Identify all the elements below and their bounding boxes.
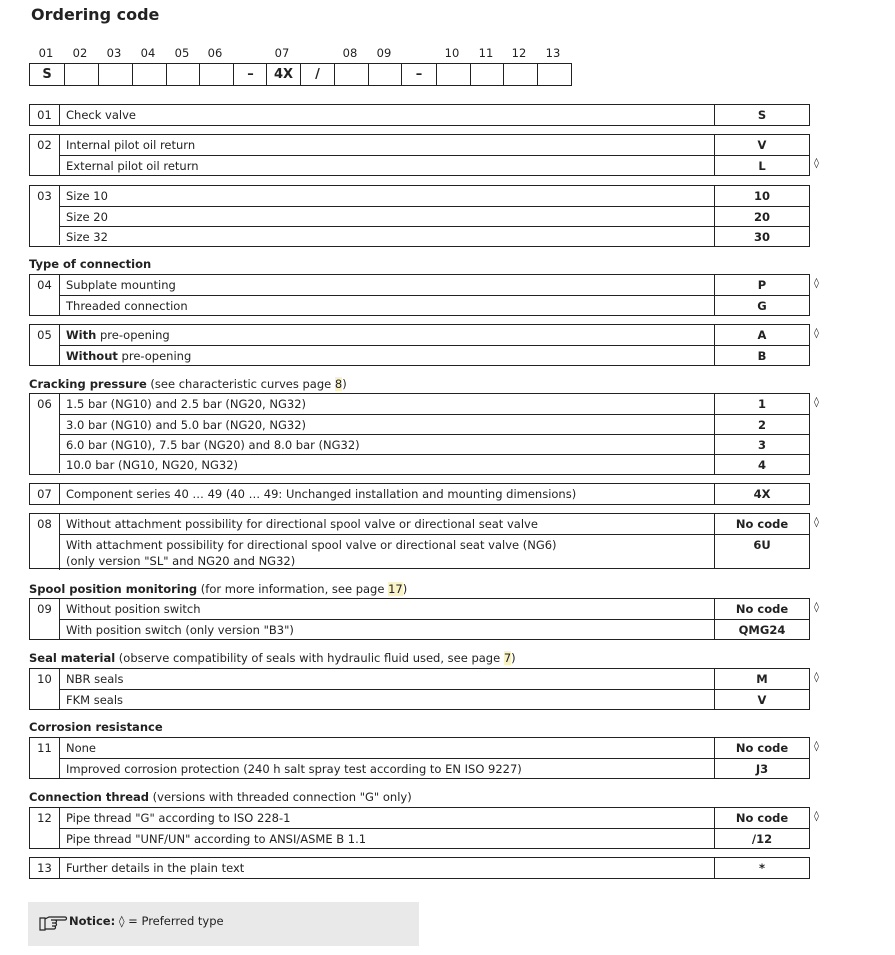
option-code: V (715, 689, 809, 709)
preferred-marker: ◊ (814, 397, 819, 408)
option-description: Size 20 (60, 206, 715, 226)
section-heading: Seal material (observe compatibility of seals with hydraulic fluid used, see page 7) (29, 651, 516, 665)
group-02 (29, 134, 810, 176)
code-position: 06 (207, 46, 223, 60)
option-description: Improved corrosion protection (240 h salt spray test according to EN ISO 9227) (60, 758, 715, 778)
option-code: G (715, 295, 809, 315)
code-position: 03 (106, 46, 122, 60)
group-12 (29, 807, 810, 849)
option-description: None (60, 738, 715, 758)
code-position: 12 (511, 46, 527, 60)
code-box-03 (98, 64, 132, 85)
code-box-06 (199, 64, 233, 85)
page-link[interactable]: 7 (503, 651, 512, 665)
code-box-08 (334, 64, 368, 85)
option-code: 3 (715, 434, 809, 454)
section-heading: Cracking pressure (see characteristic curves page 8) (29, 377, 347, 391)
option-code: No code (735, 602, 789, 616)
ordering-code-boxes (29, 63, 572, 86)
option-code: No code (735, 741, 789, 755)
option-code: J3 (715, 758, 809, 778)
preferred-marker: ◊ (814, 672, 819, 683)
option-description: Internal pilot oil return (60, 135, 715, 155)
option-code: No code (735, 811, 789, 825)
code-position: 10 (444, 46, 460, 60)
preferred-marker: ◊ (814, 328, 819, 339)
group-04 (29, 274, 810, 316)
group-09 (29, 598, 810, 640)
code-position: 11 (478, 46, 494, 60)
option-code: S (757, 108, 767, 122)
option-description: Subplate mounting (60, 275, 715, 295)
option-description: FKM seals (60, 689, 715, 709)
code-box-13 (537, 64, 571, 85)
code-box-11 (470, 64, 504, 85)
code-position: 08 (342, 46, 358, 60)
option-description: With pre-opening (60, 325, 715, 345)
option-description: 1.5 bar (NG10) and 2.5 bar (NG20, NG32) (60, 394, 715, 414)
option-code: L (715, 155, 809, 175)
option-description: With position switch (only version "B3") (60, 619, 715, 639)
code-box-07: 4X (266, 64, 300, 85)
page-link[interactable]: 8 (334, 377, 343, 391)
code-box-12 (503, 64, 537, 85)
position-number: 08 (30, 514, 60, 570)
code-position: 07 (274, 46, 290, 60)
code-position: 13 (545, 46, 561, 60)
option-description: Without position switch (60, 599, 715, 619)
position-number: 03 (30, 186, 60, 245)
option-code: P (757, 278, 767, 292)
code-box-01: S (42, 67, 52, 82)
position-number: 06 (30, 394, 60, 473)
option-description: NBR seals (60, 669, 715, 689)
option-description: 10.0 bar (NG10, NG20, NG32) (60, 454, 715, 474)
group-07 (29, 483, 810, 505)
group-06 (29, 393, 810, 475)
code-position: 01 (38, 46, 54, 60)
code-position: 04 (140, 46, 156, 60)
preferred-marker: ◊ (814, 517, 819, 528)
code-box-10 (436, 64, 470, 85)
page-title: Ordering code (31, 5, 160, 24)
group-13 (29, 857, 810, 879)
position-number: 12 (30, 808, 60, 848)
option-description: Pipe thread "G" according to ISO 228-1 (60, 808, 715, 828)
option-description: Component series 40 … 49 (40 … 49: Unchanged installation and mounting dimensions) (60, 484, 715, 504)
code-position: 02 (72, 46, 88, 60)
option-description: Further details in the plain text (60, 858, 715, 878)
option-code: B (715, 345, 809, 365)
section-heading: Spool position monitoring (for more information, see page 17) (29, 582, 408, 596)
option-code: 1 (757, 397, 766, 411)
option-code: QMG24 (715, 619, 809, 639)
code-position: 09 (376, 46, 392, 60)
preferred-marker: ◊ (814, 602, 819, 613)
group-11 (29, 737, 810, 779)
code-position: 05 (174, 46, 190, 60)
option-code: 20 (715, 206, 809, 226)
pointing-hand-icon (38, 912, 68, 932)
option-description: Size 32 (60, 226, 715, 246)
code-slash: / (300, 64, 334, 85)
option-code: No code (735, 517, 789, 531)
option-description: With attachment possibility for directional spool valve or directional seat valve (NG6) (only version "SL" and NG20 and NG32) (60, 534, 715, 568)
group-10 (29, 668, 810, 710)
code-box-04 (132, 64, 166, 85)
option-description: 3.0 bar (NG10) and 5.0 bar (NG20, NG32) (60, 414, 715, 434)
position-number: 04 (30, 275, 60, 315)
notice-text: Notice: ◊ = Preferred type (69, 914, 224, 928)
option-code: V (757, 138, 767, 152)
option-code: M (756, 672, 768, 686)
option-code: 30 (715, 226, 809, 246)
code-box-02 (64, 64, 98, 85)
group-01 (29, 104, 810, 126)
position-number: 05 (30, 325, 60, 365)
preferred-marker: ◊ (814, 278, 819, 289)
option-code: 4 (715, 454, 809, 474)
option-description: Without attachment possibility for directional spool valve or directional seat valve (60, 514, 715, 534)
code-box-05 (166, 64, 200, 85)
position-number: 09 (30, 599, 60, 639)
option-description: Size 10 (60, 186, 715, 206)
position-number: 07 (30, 484, 60, 504)
page-link[interactable]: 17 (388, 582, 403, 596)
group-03 (29, 185, 810, 247)
preferred-marker: ◊ (814, 158, 819, 169)
option-code: 2 (715, 414, 809, 434)
option-description: Check valve (60, 105, 715, 125)
position-number: 01 (30, 105, 60, 125)
notice-box (28, 902, 419, 946)
group-05 (29, 324, 810, 366)
position-number: 13 (30, 858, 60, 878)
position-number: 11 (30, 738, 60, 778)
section-heading: Corrosion resistance (29, 720, 163, 734)
option-description: External pilot oil return (60, 155, 715, 175)
group-08 (29, 513, 810, 569)
option-description: Threaded connection (60, 295, 715, 315)
section-heading: Connection thread (versions with threaded connection "G" only) (29, 790, 412, 804)
preferred-marker: ◊ (814, 741, 819, 752)
code-dash: – (233, 64, 267, 85)
option-code: 6U (715, 534, 809, 568)
option-description: Pipe thread "UNF/UN" according to ANSI/ASME B 1.1 (60, 828, 715, 848)
position-number: 10 (30, 669, 60, 709)
code-dash: – (401, 64, 436, 85)
option-description: Without pre-opening (60, 345, 715, 365)
section-heading: Type of connection (29, 257, 152, 271)
option-code: * (758, 861, 765, 875)
option-code: 10 (753, 189, 770, 203)
preferred-marker: ◊ (814, 811, 819, 822)
option-code: /12 (715, 828, 809, 848)
position-number: 02 (30, 135, 60, 175)
code-box-09 (368, 64, 402, 85)
option-code: 4X (753, 487, 771, 501)
option-description: 6.0 bar (NG10), 7.5 bar (NG20) and 8.0 bar (NG32) (60, 434, 715, 454)
option-code: A (757, 328, 767, 342)
